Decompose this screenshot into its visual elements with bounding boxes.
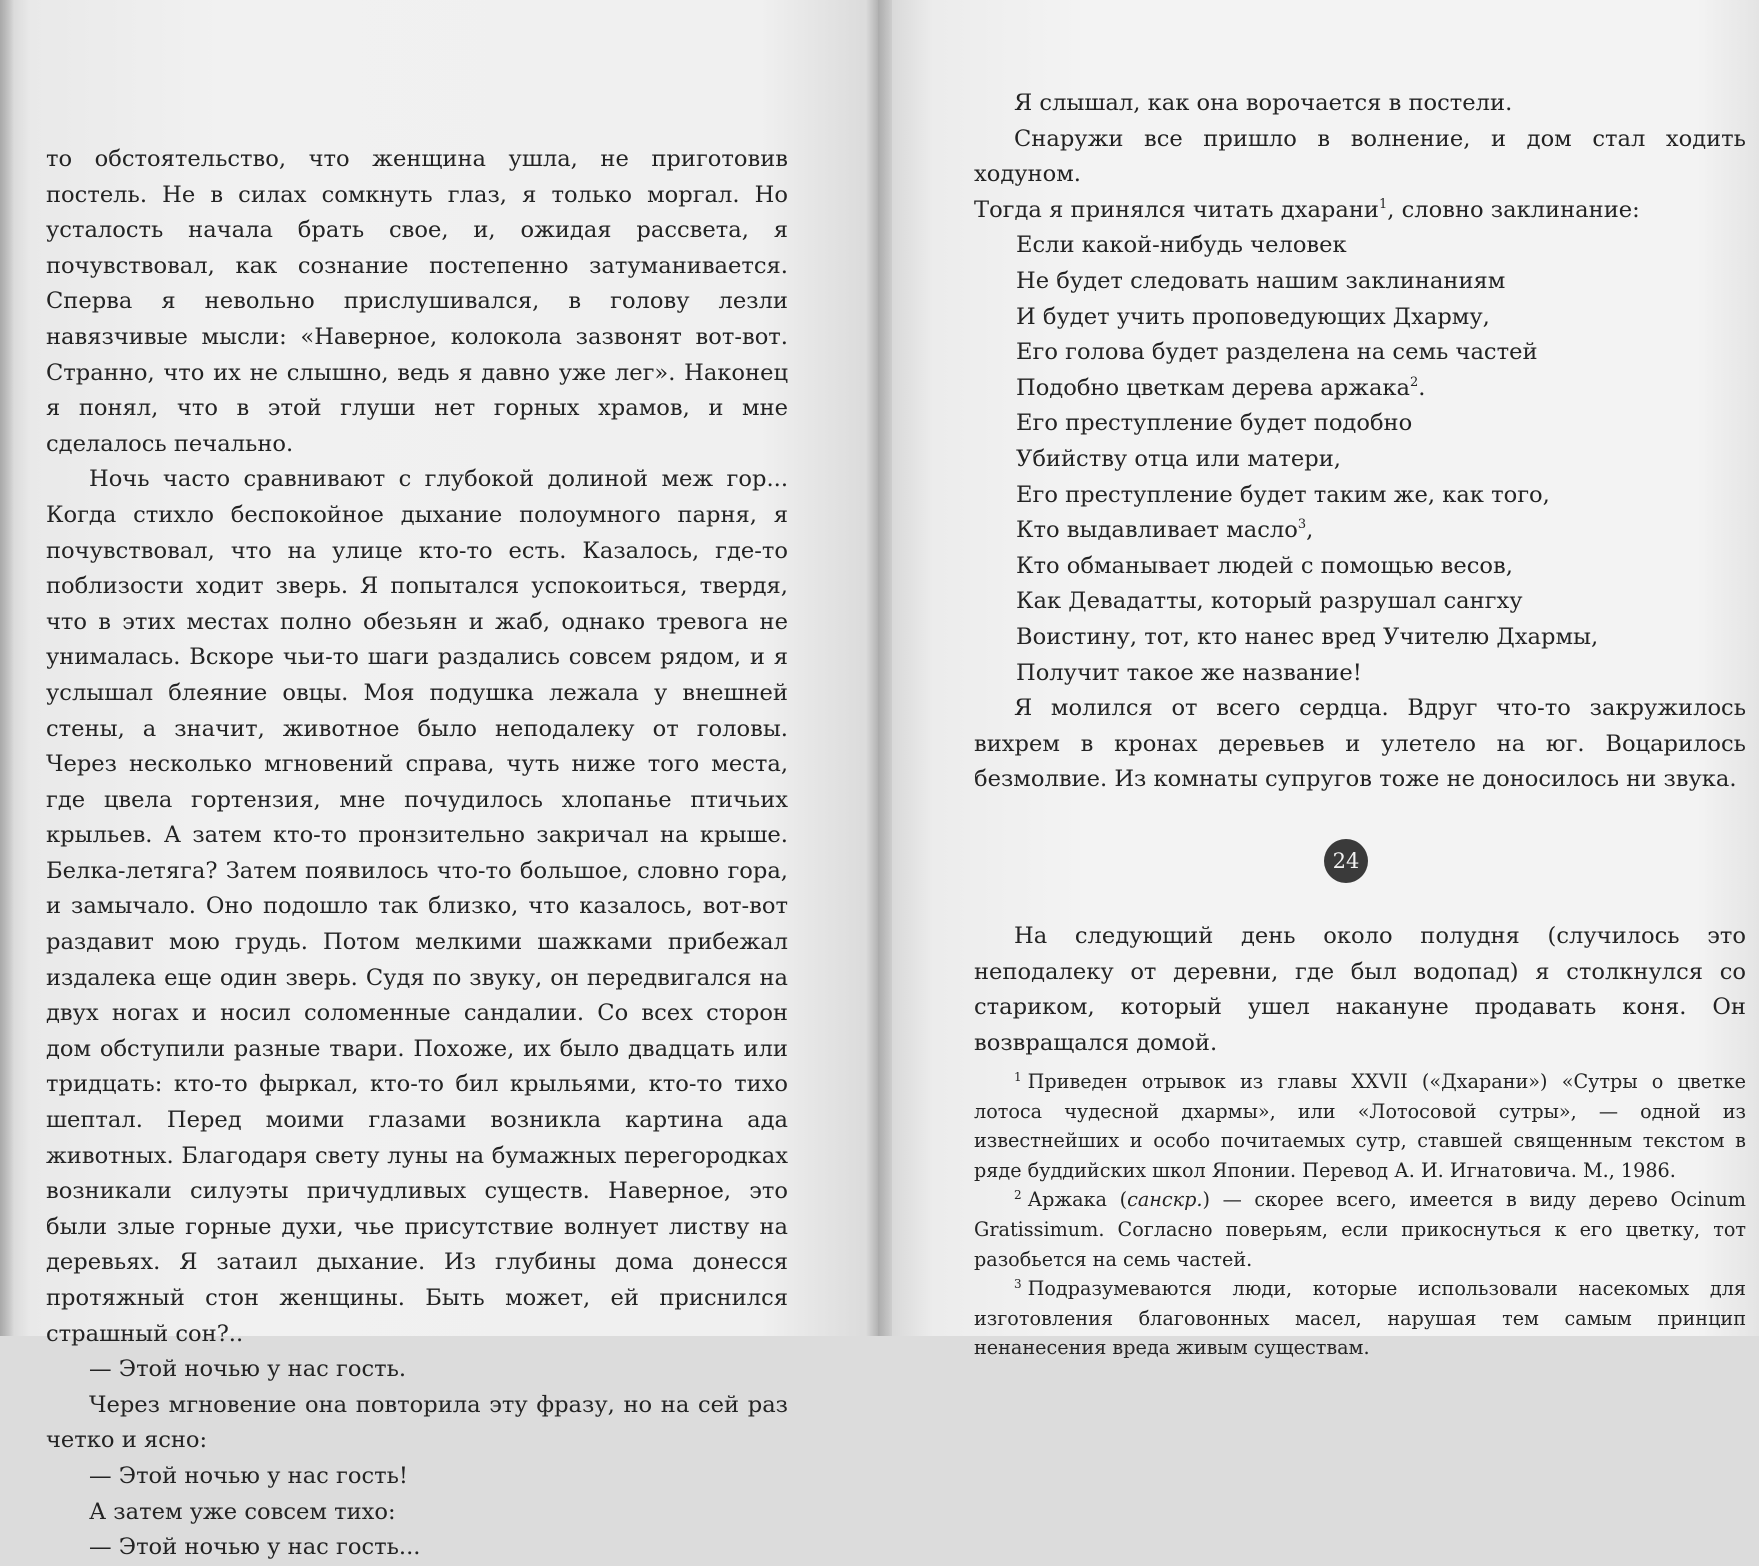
verse-line: Получит такое же название! [1016, 659, 1362, 686]
verse-line: Кто обманывает людей с помощью весов, [1016, 552, 1513, 579]
right-page-text [974, 86, 1746, 691]
verse-line: Его преступление будет таким же, как того, [1016, 481, 1550, 508]
paragraph: А затем уже совсем тихо: [89, 1498, 396, 1525]
paragraph: На следующий день около полудня (случилось это неподалеку от деревни, где был водопад) я столкнулся со стариком, который ушел накануне продавать коня. Он возвращался домой. [974, 923, 1746, 1056]
verse-line: И будет учить проповедующих Дхарму, [1016, 303, 1490, 330]
verse-text: Кто выдавливает масло [1016, 517, 1298, 544]
footnote-text: Аржака ( [1027, 1188, 1128, 1212]
footnote-ref-2: 2 [1410, 374, 1419, 390]
dharani-text-end: , словно заклинание: [1387, 196, 1640, 223]
verse-line: Его преступление будет подобно [1016, 410, 1413, 437]
paragraph: Ночь часто сравнивают с глубокой долиной меж гор... Когда стихло беспокойное дыхание полоумного парня, я почувствовал, что на улице кто-то есть. Казалось, где-то поблизости ходит зверь. Я попытался успокоиться, твердя, что в этих местах полно обезьян и жаб, однако тревога не унималась. Вскоре чьи-то шаги раздались совсем рядом, и я услышал блеяние овцы. Моя подушка лежала у внешней стены, а значит, животное было неподалеку от головы. Через несколько мгновений справа, чуть ниже того места, где цвела гортензия, мне почудилось хлопанье птичьих крыльев. А затем кто-то пронзительно закричал на крыше. Белка-летяга? Затем появилось что-то большое, словно гора, и замычало. Оно подошло так близко, что казалось, вот-вот раздавит мою грудь. Потом мелкими шажками прибежал издалека еще один зверь. Судя по звуку, он передвигался на двух ногах и носил соломенные сандалии. Со всех сторон дом обступили разные твари. Похоже, их было двадцать или тридцать: кто-то фыркал, кто-то бил крыльями, кто-то тихо шептал. Перед моими глазами возникла картина ада животных. Благодаря свету луны на бумажных перегородках возникали силуэты причудливых существ. Наверное, это были злые горные духи, чье присутствие волнует листву на деревьях. Я затаил дыхание. Из глубины дома донесся протяжный стон женщины. Быть может, ей приснился страшный сон?.. [46, 466, 788, 1347]
footnote-3 [974, 1274, 1746, 1363]
paragraph: то обстоятельство, что женщина ушла, не приготовив постель. Не в силах сомкнуть глаз, я только моргал. Но усталость начала брать свое, и, ожидая рассвета, я почувствовал, как сознание постепенно затуманивается. Сперва я невольно прислушивался, в голову лезли навязчивые мысли: «Наверное, колокола зазвонят вот-вот. Странно, что их не слышно, ведь я давно уже лег». Наконец я понял, что в этой глуши нет горных храмов, и мне сделалось печально. [46, 146, 788, 457]
verse-block [974, 228, 1746, 691]
verse-line: Воистину, тот, кто нанес вред Учителю Дхармы, [1016, 623, 1599, 650]
paragraph: Снаружи все пришло в волнение, и дом стал ходить ходуном. [974, 125, 1746, 188]
footnote-mark: 1 [1014, 1070, 1022, 1084]
verse-line: Как Девадатты, который разрушал сангху [1016, 588, 1523, 615]
page-edge-shadow [0, 0, 14, 1336]
footnote-text: Приведен отрывок из главы XXVII («Дхарани») «Сутры о цветке лотоса чудесной дхармы», или «Лотосовой сутры», — одной из известнейших и особо почитаемых сутр, ставшей священным текстом в ряде буддийских школ Японии. Перевод А. И. Игнатовича. М., 1986. [974, 1070, 1746, 1182]
left-page-text [46, 142, 788, 1566]
footnote-1 [974, 1067, 1746, 1185]
verse-line [1016, 371, 1746, 407]
left-page [0, 0, 878, 1561]
dharani-line [974, 193, 1746, 229]
prayer-block [974, 691, 1746, 798]
footnotes [974, 1067, 1746, 1363]
verse-line: Его голова будет разделена на семь частей [1016, 339, 1538, 366]
next-day-block [974, 919, 1746, 1061]
footnote-2 [974, 1185, 1746, 1274]
verse-text-end: . [1418, 374, 1426, 401]
dialogue-line: — Этой ночью у нас гость. [89, 1356, 407, 1383]
dialogue-line: — Этой ночью у нас гость... [89, 1534, 421, 1561]
dharani-text: Тогда я принялся читать дхарани [974, 196, 1379, 223]
footnote-ref-3: 3 [1297, 517, 1307, 533]
page-number: 24 [1324, 839, 1368, 883]
verse-line [1016, 513, 1746, 549]
footnote-mark: 3 [1014, 1277, 1022, 1292]
verse-text-end: , [1306, 517, 1314, 544]
dialogue-line: — Этой ночью у нас гость! [89, 1462, 408, 1489]
paragraph: Я слышал, как она ворочается в постели. [1014, 90, 1513, 116]
verse-line: Не будет следовать нашим заклинаниям [1016, 267, 1506, 294]
footnote-italic: санскр. [1127, 1188, 1203, 1212]
verse-line: Если какой-нибудь человек [1016, 232, 1347, 259]
paragraph: Через мгновение она повторила эту фразу, но на сей раз четко и ясно: [46, 1391, 788, 1454]
footnote-mark: 2 [1014, 1188, 1022, 1203]
footnote-text: ) — скорее всего, имеется в виду дерево Ocinum Gratissimum. Согласно поверьям, если прикоснуться к его цветку, тот разобьется на семь частей. [974, 1188, 1746, 1271]
verse-line: Убийству отца или матери, [1016, 445, 1341, 472]
verse-text: Подобно цветкам дерева аржака [1016, 374, 1411, 401]
footnote-ref-1: 1 [1378, 196, 1388, 212]
book-gutter [866, 0, 892, 1336]
paragraph: Я молился от всего сердца. Вдруг что-то закружилось вихрем в кронах деревьев и улетело на юг. Воцарилось безмолвие. Из комнаты супругов тоже не доносилось ни звука. [974, 695, 1746, 793]
footnote-text: Подразумеваются люди, которые использовали насекомых для изготовления благовонных масел, нарушая тем самым принцип ненанесения вреда живым существам. [974, 1277, 1746, 1360]
